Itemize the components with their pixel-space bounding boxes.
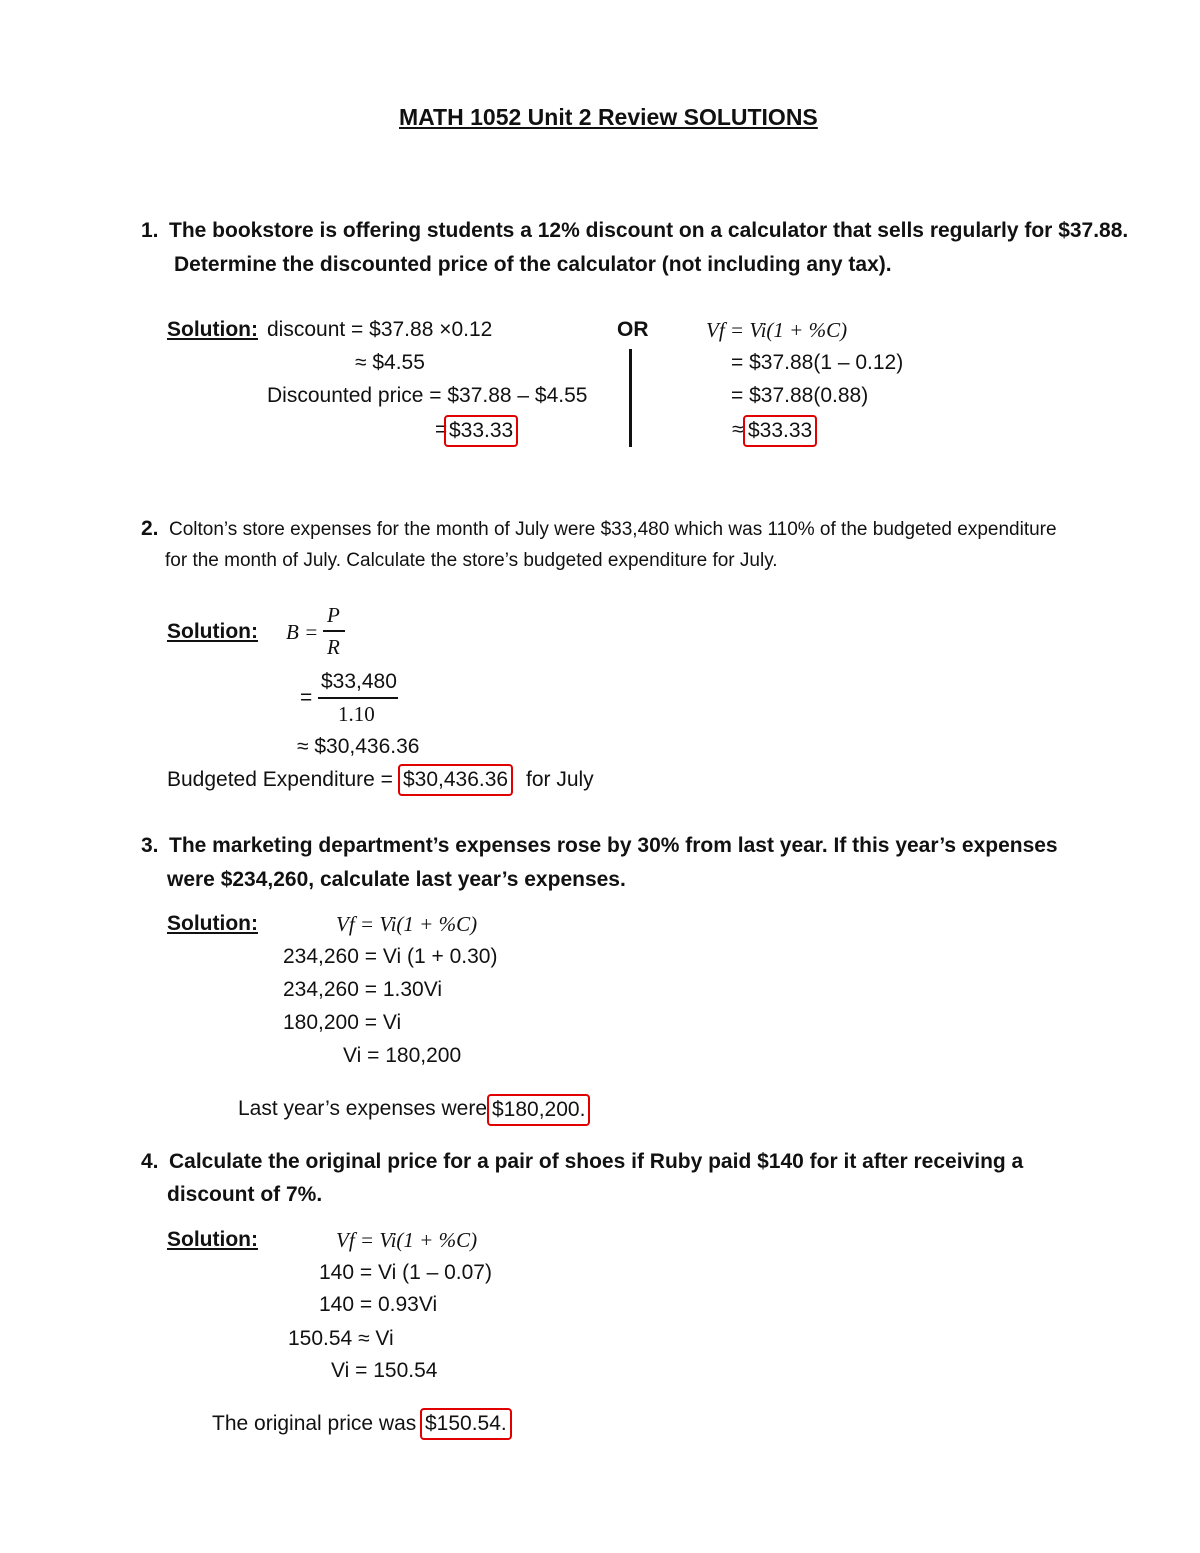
q1-left-answer-box: $33.33 (444, 415, 518, 447)
q2-fraction-bar-2 (318, 697, 398, 699)
q3-final-prefix: Last year’s expenses were (238, 1097, 488, 1120)
q2-b-equals: B = (286, 620, 319, 644)
q4-step-3: 140 = 0.93Vi (319, 1293, 438, 1316)
q4-step-4: 150.54 ≈ Vi (288, 1327, 394, 1350)
q2-answer-box: $30,436.36 (398, 764, 513, 796)
q2-equals-sign: = (300, 686, 313, 709)
q3-step-3: 234,260 = 1.30Vi (283, 978, 443, 1001)
question-4-text-line-1: Calculate the original price for a pair of shoes if Ruby paid $140 for it after receiving a (169, 1150, 1024, 1173)
question-3-text-line-2: were $234,260, calculate last year’s expenses. (167, 868, 626, 891)
q1-left-line-1: discount = $37.88 ×0.12 (267, 318, 493, 341)
question-4-solution-label: Solution: (167, 1228, 258, 1251)
question-2-solution-label: Solution: (167, 620, 258, 643)
q2-final-prefix: Budgeted Expenditure = (167, 768, 393, 791)
q1-right-line-2: = $37.88(1 – 0.12) (731, 351, 904, 374)
q1-left-line-2: ≈ $4.55 (355, 351, 425, 374)
q2-approx-result: ≈ $30,436.36 (297, 735, 420, 758)
q1-left-line-3: Discounted price = $37.88 – $4.55 (267, 384, 588, 407)
question-1-text-line-2: Determine the discounted price of the calculator (not including any tax). (174, 253, 892, 276)
q3-step-4: 180,200 = Vi (283, 1011, 402, 1034)
question-3-text-line-1: The marketing department’s expenses rose by 30% from last year. If this year’s expenses (169, 834, 1058, 857)
question-2-text-line-1: Colton’s store expenses for the month of July were $33,480 which was 110% of the budgeted expenditure (169, 519, 1057, 540)
q2-numerator-p: P (327, 603, 340, 627)
q1-right-line-1: Vf = Vi(1 + %C) (706, 318, 848, 342)
q1-right-line-3: = $37.88(0.88) (731, 384, 869, 407)
q1-right-approx-sign: ≈ (732, 418, 744, 441)
q2-denominator-value: 1.10 (338, 702, 375, 726)
q1-left-eq-sign: = (435, 418, 448, 441)
q4-answer-box: $150.54. (420, 1408, 512, 1440)
q4-step-1: Vf = Vi(1 + %C) (336, 1228, 478, 1252)
question-4-number: 4. (141, 1150, 159, 1173)
q2-fraction-bar-1 (323, 630, 345, 632)
q4-final-prefix: The original price was (212, 1412, 417, 1435)
q2-final-suffix: for July (526, 768, 594, 791)
question-1-number: 1. (141, 219, 159, 242)
q4-step-2: 140 = Vi (1 – 0.07) (319, 1261, 492, 1284)
q3-step-5: Vi = 180,200 (343, 1044, 462, 1067)
q1-right-answer-box: $33.33 (743, 415, 817, 447)
q2-denominator-r: R (327, 635, 340, 659)
q4-step-5: Vi = 150.54 (331, 1359, 438, 1382)
q2-numerator-value: $33,480 (321, 670, 397, 693)
q1-or-label: OR (617, 318, 649, 341)
question-2-number: 2. (141, 517, 159, 540)
q3-step-2: 234,260 = Vi (1 + 0.30) (283, 945, 498, 968)
question-2-text-line-2: for the month of July. Calculate the store’s budgeted expenditure for July. (165, 550, 778, 571)
q1-divider-line (629, 349, 632, 447)
question-3-solution-label: Solution: (167, 912, 258, 935)
page-title: MATH 1052 Unit 2 Review SOLUTIONS (399, 104, 818, 130)
question-1-text-line-1: The bookstore is offering students a 12% discount on a calculator that sells regularly for $37.88. (169, 219, 1129, 242)
question-4-text-line-2: discount of 7%. (167, 1183, 323, 1206)
question-1-solution-label: Solution: (167, 318, 258, 341)
q3-answer-box: $180,200. (487, 1094, 590, 1126)
question-3-number: 3. (141, 834, 159, 857)
q3-step-1: Vf = Vi(1 + %C) (336, 912, 478, 936)
